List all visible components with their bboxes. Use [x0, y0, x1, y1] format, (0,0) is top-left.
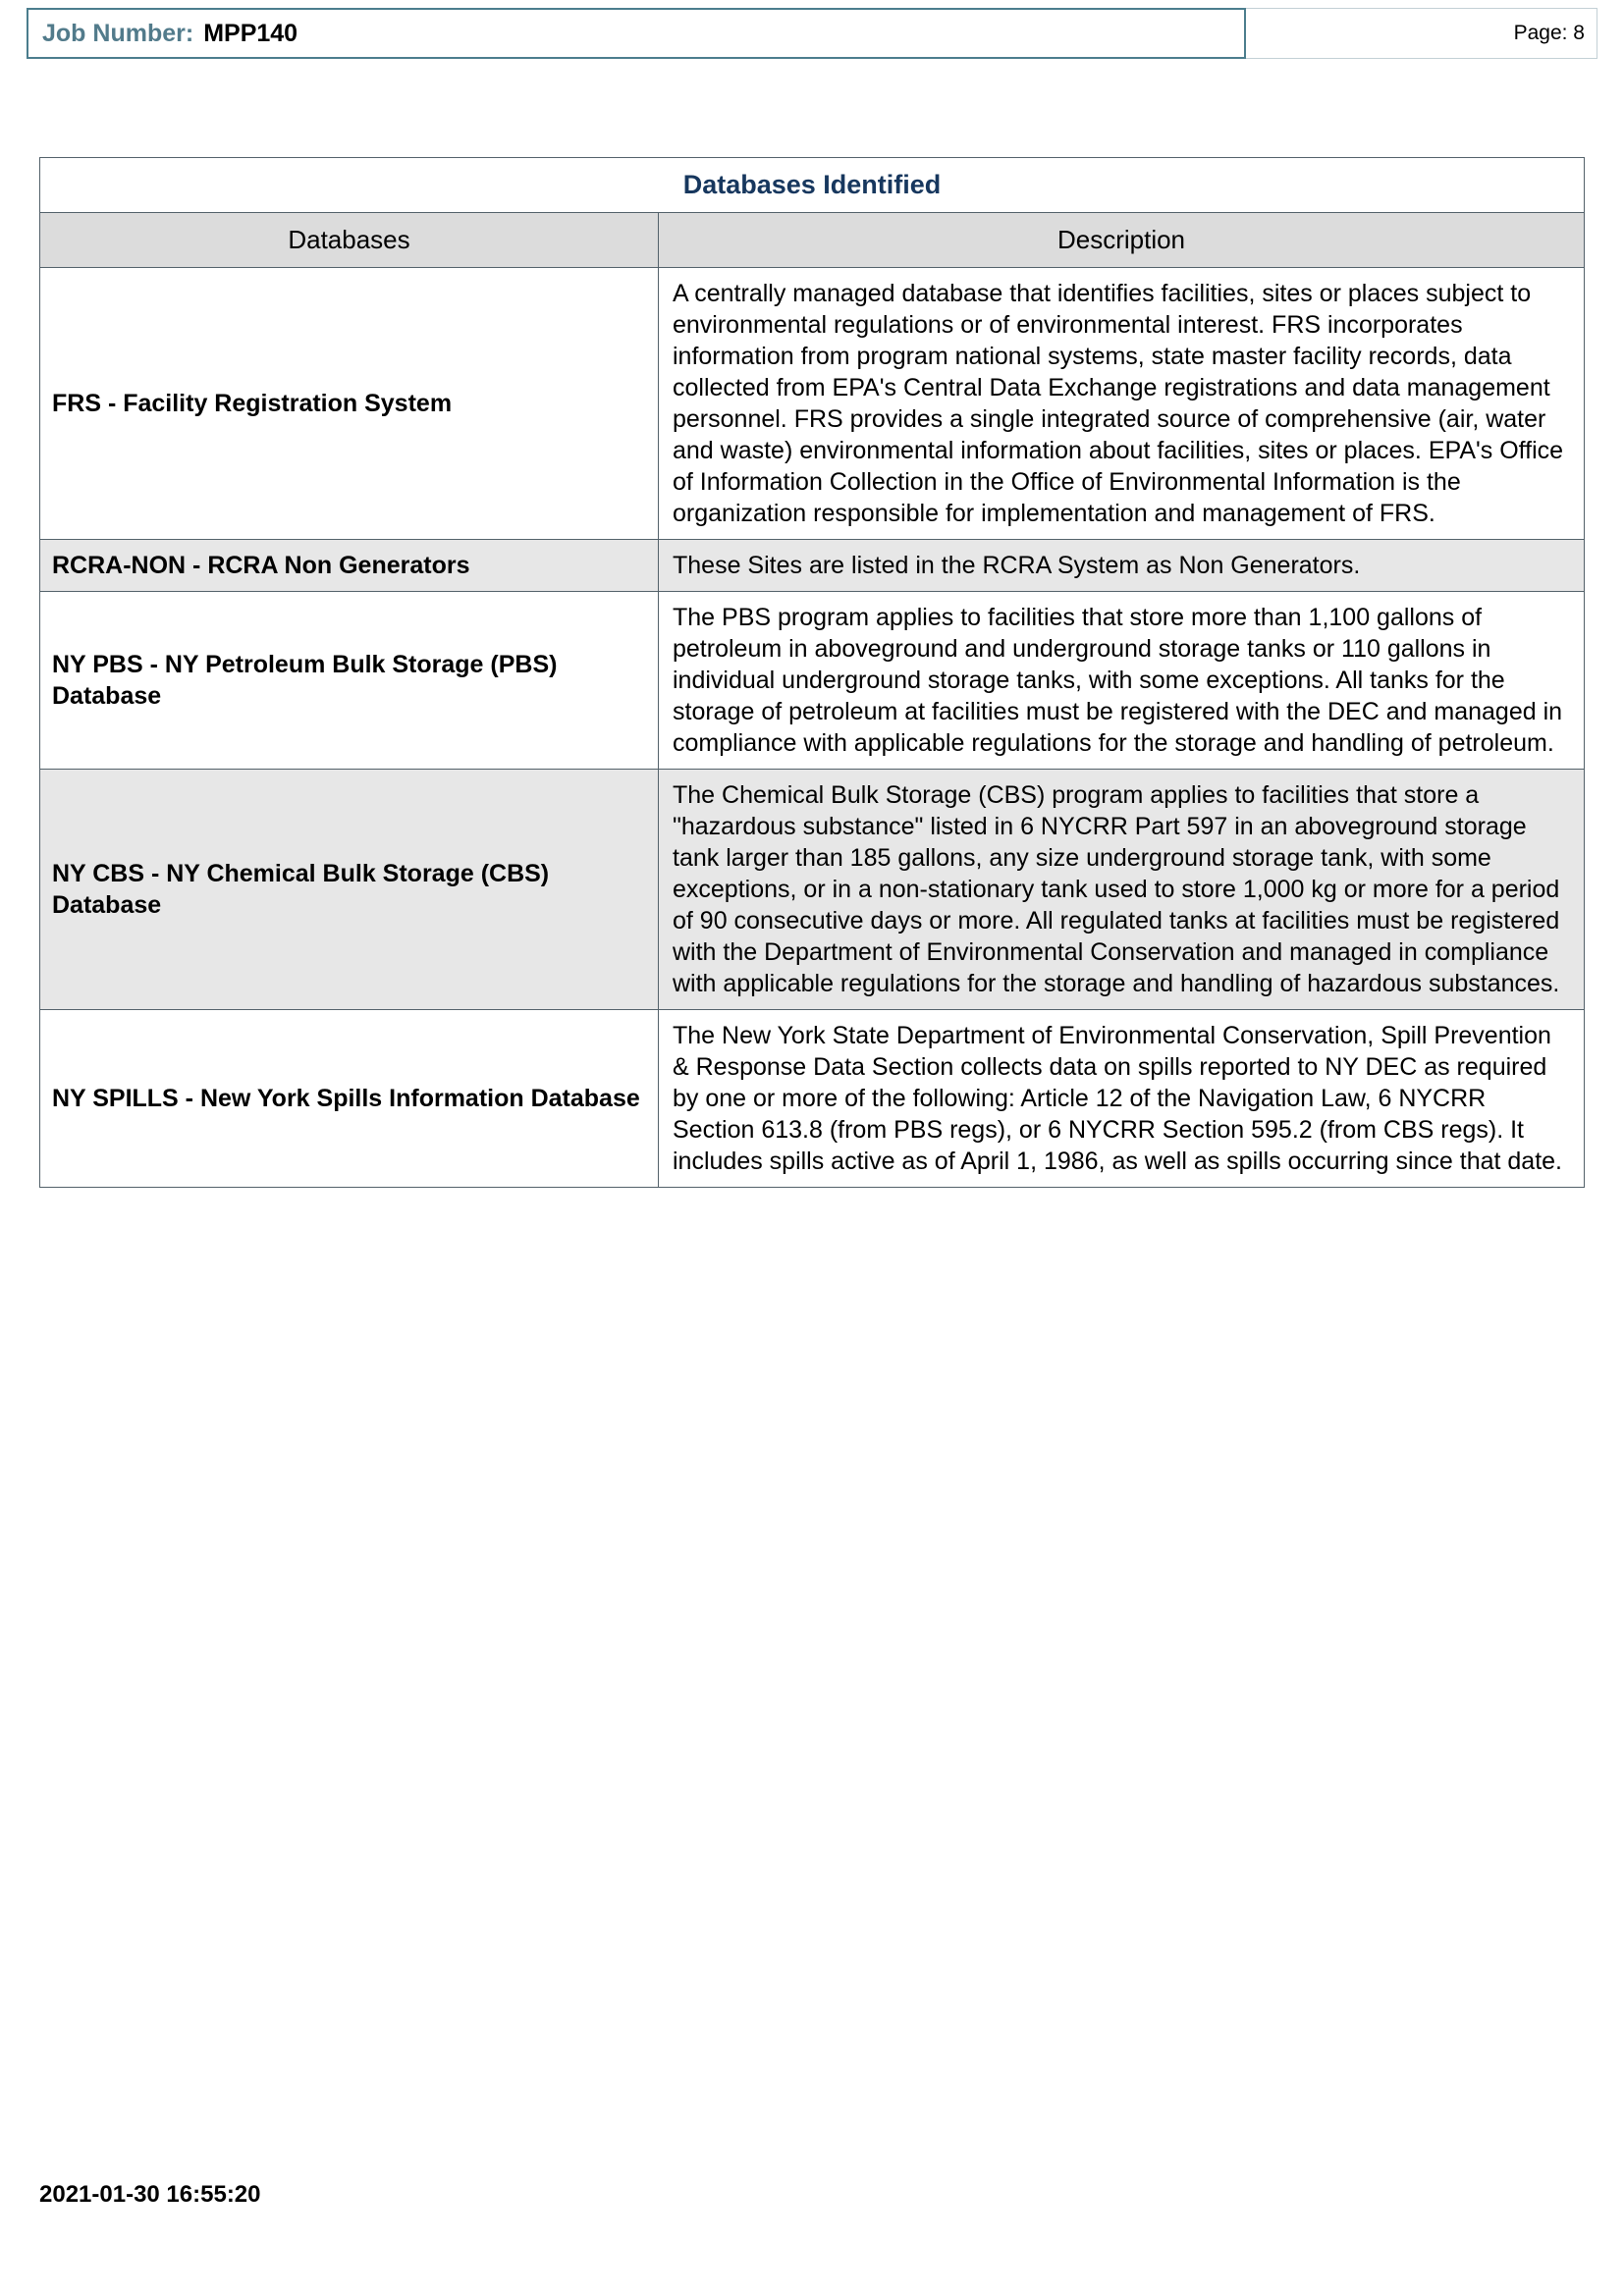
- table-header-row: [40, 213, 1585, 268]
- table-row: [40, 268, 1585, 540]
- database-description: The New York State Department of Environmental Conservation, Spill Prevention & Response Data Section collects data on spills reported to NY DEC as required by one or more of the following: Article 12 of the Navigation Law, 6 NYCRR Section 613.8 (from PBS regs), or 6 NYCRR Section 595.2 (from CBS regs). It includes spills active as of April 1, 1986, as well as spills occurring since that date.: [659, 1010, 1585, 1188]
- database-name: RCRA-NON - RCRA Non Generators: [40, 540, 659, 592]
- column-header-description: Description: [659, 213, 1585, 268]
- table-row: [40, 592, 1585, 770]
- report-timestamp: 2021-01-30 16:55:20: [39, 2181, 261, 2208]
- job-number-box: [27, 8, 1246, 59]
- job-number-value: MPP140: [203, 19, 298, 47]
- job-number-label: Job Number:: [42, 19, 194, 47]
- database-description: The PBS program applies to facilities that store more than 1,100 gallons of petroleum in aboveground and underground storage tanks or 110 gallons in individual underground storage tanks, with some exceptions. All tanks for the storage of petroleum at facilities must be registered with the DEC and managed in compliance with applicable regulations for the storage and handling of petroleum.: [659, 592, 1585, 770]
- column-header-databases: Databases: [40, 213, 659, 268]
- database-name: NY SPILLS - New York Spills Information Database: [40, 1010, 659, 1188]
- table-title: Databases Identified: [40, 158, 1585, 213]
- table-row: [40, 770, 1585, 1010]
- table-row: [40, 1010, 1585, 1188]
- page-header: [27, 8, 1597, 59]
- database-name: NY PBS - NY Petroleum Bulk Storage (PBS) Database: [40, 592, 659, 770]
- databases-table: [39, 157, 1585, 1188]
- table-row: [40, 540, 1585, 592]
- database-description: A centrally managed database that identifies facilities, sites or places subject to environmental regulations or of environmental interest. FRS incorporates information from program national systems, state master facility records, data collected from EPA's Central Data Exchange registrations and data management personnel. FRS provides a single integrated source of comprehensive (air, water and waste) environmental information about facilities, sites or places. EPA's Office of Information Collection in the Office of Environmental Information is the organization responsible for implementation and management of FRS.: [659, 268, 1585, 540]
- page-number: Page: 8: [1513, 22, 1585, 44]
- database-name: NY CBS - NY Chemical Bulk Storage (CBS) Database: [40, 770, 659, 1010]
- database-description: These Sites are listed in the RCRA System as Non Generators.: [659, 540, 1585, 592]
- database-name: FRS - Facility Registration System: [40, 268, 659, 540]
- database-description: The Chemical Bulk Storage (CBS) program applies to facilities that store a "hazardous substance" listed in 6 NYCRR Part 597 in an aboveground storage tank larger than 185 gallons, any size underground storage tank, with some exceptions, or in a non-stationary tank used to store 1,000 kg or more for a period of 90 consecutive days or more. All regulated tanks at facilities must be registered with the Department of Environmental Conservation and managed in compliance with applicable regulations for the storage and handling of hazardous substances.: [659, 770, 1585, 1010]
- table-title-row: [40, 158, 1585, 213]
